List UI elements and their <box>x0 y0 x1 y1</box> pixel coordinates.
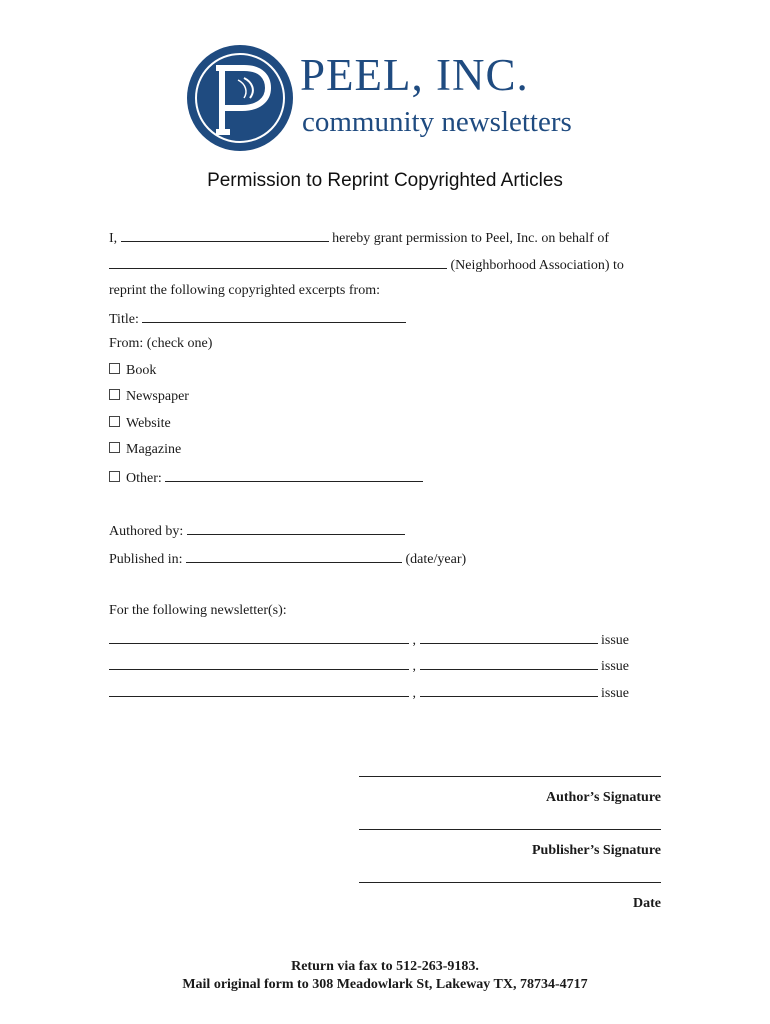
newsletter-row <box>109 630 629 650</box>
logo-company-name: PEEL, INC. <box>300 50 529 100</box>
date-year-label: (date/year) <box>405 552 467 567</box>
authored-row <box>109 521 405 541</box>
newsletter-row <box>109 656 629 676</box>
logo-tagline: community newsletters <box>302 106 572 138</box>
issue-label: issue <box>601 686 629 701</box>
option-magazine[interactable] <box>109 441 181 459</box>
title-field[interactable] <box>142 309 406 323</box>
author-signature-line[interactable] <box>359 776 661 777</box>
footer-fax: Return via fax to 512-263-9183. <box>291 959 479 974</box>
magazine-checkbox[interactable] <box>109 442 120 453</box>
newsletter-issue-field[interactable] <box>420 683 598 697</box>
newsletter-name-field[interactable] <box>109 683 409 697</box>
issue-label: issue <box>601 659 629 674</box>
date-signature-line[interactable] <box>359 882 661 883</box>
book-checkbox[interactable] <box>109 363 120 374</box>
option-book[interactable] <box>109 362 156 380</box>
other-field[interactable] <box>165 468 423 482</box>
published-field[interactable] <box>186 549 402 563</box>
grant-middle-text: hereby grant permission to Peel, Inc. on behalf of <box>332 231 609 246</box>
newsletter-name-field[interactable] <box>109 656 409 670</box>
grant-line-3: reprint the following copyrighted excerpts from: <box>109 283 380 298</box>
website-checkbox[interactable] <box>109 416 120 427</box>
issue-label: issue <box>601 633 629 648</box>
footer-mail: Mail original form to 308 Meadowlark St, Lakeway TX, 78734-4717 <box>182 977 588 992</box>
newsletter-separator: , <box>412 633 416 648</box>
authored-field[interactable] <box>187 521 405 535</box>
newsletter-separator: , <box>412 659 416 674</box>
from-label: From: (check one) <box>109 336 213 351</box>
grant-prefix: I, <box>109 231 118 246</box>
grant-line-1 <box>109 228 609 248</box>
published-label: Published in: <box>109 552 183 567</box>
newsletter-issue-field[interactable] <box>420 656 598 670</box>
newsletter-name-field[interactable] <box>109 630 409 644</box>
website-label: Website <box>126 416 171 431</box>
page-title: Permission to Reprint Copyrighted Articles <box>207 170 563 191</box>
publisher-signature-line[interactable] <box>359 829 661 830</box>
newsletter-issue-field[interactable] <box>420 630 598 644</box>
date-signature-label: Date <box>633 896 661 911</box>
publisher-signature-label: Publisher’s Signature <box>532 843 661 858</box>
option-other[interactable] <box>109 468 423 488</box>
other-checkbox[interactable] <box>109 471 120 482</box>
option-newspaper[interactable] <box>109 388 189 406</box>
newspaper-checkbox[interactable] <box>109 389 120 400</box>
newsletters-label: For the following newsletter(s): <box>109 603 287 618</box>
magazine-label: Magazine <box>126 442 182 457</box>
peel-logo-mark <box>186 44 294 152</box>
option-website[interactable] <box>109 415 171 433</box>
newsletter-separator: , <box>412 686 416 701</box>
published-row <box>109 549 466 569</box>
peel-logo <box>186 44 596 154</box>
title-label: Title: <box>109 312 139 327</box>
grant-line-2 <box>109 255 624 275</box>
newsletter-row <box>109 683 629 703</box>
author-signature-label: Author’s Signature <box>546 790 661 805</box>
association-suffix-text: (Neighborhood Association) to <box>450 258 624 273</box>
other-label: Other: <box>126 471 162 486</box>
title-row <box>109 309 406 329</box>
grantor-name-field[interactable] <box>121 228 329 242</box>
authored-label: Authored by: <box>109 524 184 539</box>
newspaper-label: Newspaper <box>126 389 189 404</box>
association-name-field[interactable] <box>109 255 447 269</box>
book-label: Book <box>126 363 157 378</box>
